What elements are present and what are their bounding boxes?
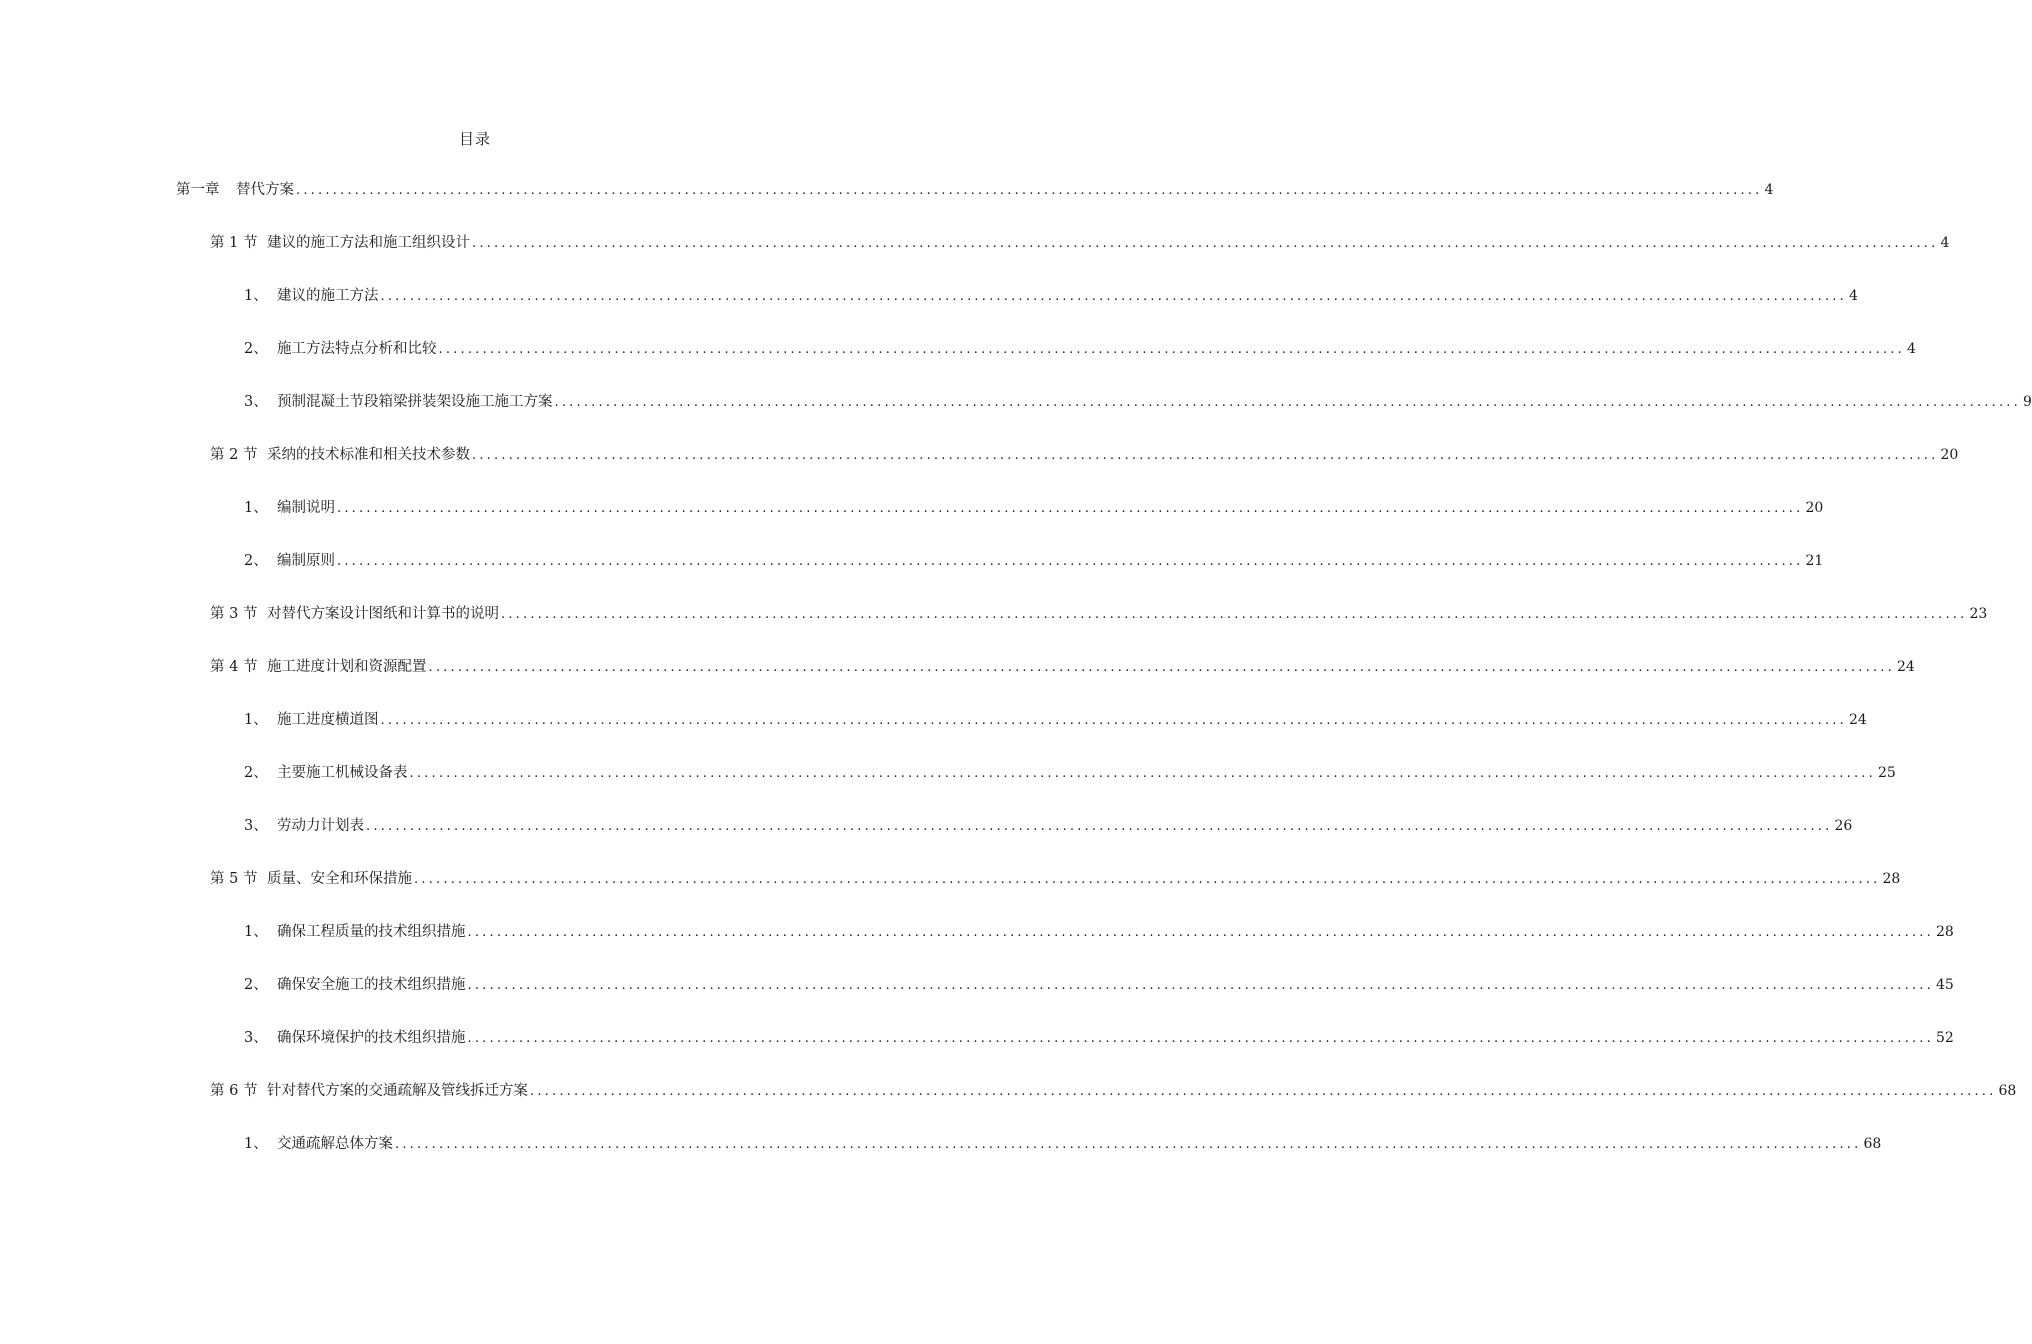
toc-entry-page: 28 bbox=[1935, 924, 1954, 940]
toc-entry-text: 质量、安全和环保措施 bbox=[267, 871, 412, 887]
toc-dot-leader: ........................................................................................................................................................................................................ bbox=[467, 925, 1934, 940]
toc-entry-text: 对替代方案设计图纸和计算书的说明 bbox=[267, 606, 499, 622]
toc-entry-text: 建议的施工方法和施工组织设计 bbox=[267, 235, 470, 251]
toc-entry-page: 45 bbox=[1935, 977, 1954, 993]
toc-dot-leader: ........................................................................................................................................................................................................ bbox=[296, 183, 1763, 198]
toc-entry-page: 23 bbox=[1969, 606, 1988, 622]
toc-entry-text: 施工进度横道图 bbox=[277, 712, 379, 728]
toc-dot-leader: ........................................................................................................................................................................................................ bbox=[530, 1084, 1997, 1099]
toc-dot-leader: ........................................................................................................................................................................................................ bbox=[366, 819, 1833, 834]
toc-dot-leader: ........................................................................................................................................................................................................ bbox=[380, 713, 1847, 728]
toc-entry-text: 编制说明 bbox=[277, 500, 335, 516]
toc-entry[interactable] bbox=[176, 178, 1774, 202]
toc-entry-number: 1、 bbox=[244, 924, 268, 940]
toc-entry-text: 主要施工机械设备表 bbox=[277, 765, 408, 781]
toc-entry-text: 确保安全施工的技术组织措施 bbox=[277, 977, 466, 993]
toc-entry[interactable] bbox=[244, 761, 1896, 785]
toc-entry-number: 第 1 节 bbox=[210, 235, 258, 251]
toc-entry-number: 第 3 节 bbox=[210, 606, 258, 622]
toc-entry-number: 1、 bbox=[244, 500, 268, 516]
toc-entry-page: 4 bbox=[1848, 288, 1858, 304]
toc-entry-number: 1、 bbox=[244, 712, 268, 728]
toc-entry-text: 采纳的技术标准和相关技术参数 bbox=[267, 447, 470, 463]
toc-dot-leader: ........................................................................................................................................................................................................ bbox=[438, 342, 1905, 357]
toc-entry-page: 28 bbox=[1882, 871, 1901, 887]
toc-entry-text: 施工进度计划和资源配置 bbox=[267, 659, 427, 675]
toc-entry-page: 4 bbox=[1940, 235, 1950, 251]
toc-entry-number: 2、 bbox=[244, 977, 268, 993]
toc-dot-leader: ........................................................................................................................................................................................................ bbox=[467, 1031, 1934, 1046]
toc-entry[interactable] bbox=[244, 973, 1954, 997]
toc-entry-text: 劳动力计划表 bbox=[277, 818, 364, 834]
toc-dot-leader: ........................................................................................................................................................................................................ bbox=[414, 872, 1881, 887]
toc-dot-leader: ........................................................................................................................................................................................................ bbox=[337, 554, 1804, 569]
toc-entry-text: 施工方法特点分析和比较 bbox=[277, 341, 437, 357]
toc-dot-leader: ........................................................................................................................................................................................................ bbox=[501, 607, 1968, 622]
toc-entry[interactable] bbox=[244, 284, 1858, 308]
toc-entry[interactable] bbox=[244, 708, 1867, 732]
toc-entry[interactable] bbox=[210, 655, 1915, 679]
toc-entry-page: 68 bbox=[1998, 1083, 2017, 1099]
toc-entry[interactable] bbox=[210, 443, 1959, 467]
toc-entry-number: 第一章 bbox=[176, 182, 220, 198]
toc-entry-number: 第 5 节 bbox=[210, 871, 258, 887]
toc-dot-leader: ........................................................................................................................................................................................................ bbox=[395, 1137, 1862, 1152]
toc-dot-leader: ........................................................................................................................................................................................................ bbox=[337, 501, 1804, 516]
toc-title: 目录 bbox=[458, 130, 491, 148]
toc-entry-page: 9 bbox=[2022, 394, 2032, 410]
toc-entry-number: 第 2 节 bbox=[210, 447, 258, 463]
toc-entry-number: 1、 bbox=[244, 1136, 268, 1152]
toc-entry[interactable] bbox=[244, 814, 1853, 838]
toc-entry-page: 4 bbox=[1764, 182, 1774, 198]
toc-entry[interactable] bbox=[244, 1132, 1882, 1156]
toc-dot-leader: ........................................................................................................................................................................................................ bbox=[409, 766, 1876, 781]
toc-entry[interactable] bbox=[244, 390, 2032, 414]
toc-entry[interactable] bbox=[210, 1079, 2017, 1103]
toc-entry-text: 编制原则 bbox=[277, 553, 335, 569]
toc-entry[interactable] bbox=[244, 337, 1916, 361]
toc-entry-number: 2、 bbox=[244, 765, 268, 781]
toc-entry-number: 2、 bbox=[244, 341, 268, 357]
toc-entry-text: 确保工程质量的技术组织措施 bbox=[277, 924, 466, 940]
toc-entry-page: 24 bbox=[1848, 712, 1867, 728]
toc-entry-page: 25 bbox=[1877, 765, 1896, 781]
toc-dot-leader: ........................................................................................................................................................................................................ bbox=[467, 978, 1934, 993]
toc-dot-leader: ........................................................................................................................................................................................................ bbox=[472, 236, 1939, 251]
toc-entry-page: 20 bbox=[1940, 447, 1959, 463]
toc-entry-number: 3、 bbox=[244, 394, 268, 410]
toc-entry[interactable] bbox=[244, 549, 1824, 573]
toc-entry[interactable] bbox=[210, 602, 1988, 626]
toc-entry[interactable] bbox=[244, 496, 1824, 520]
toc-entry-page: 21 bbox=[1805, 553, 1824, 569]
toc-dot-leader: ........................................................................................................................................................................................................ bbox=[554, 395, 2021, 410]
toc-entry-number: 第 6 节 bbox=[210, 1083, 258, 1099]
toc-entry-page: 24 bbox=[1896, 659, 1915, 675]
toc-entry-number: 3、 bbox=[244, 818, 268, 834]
toc-dot-leader: ........................................................................................................................................................................................................ bbox=[380, 289, 1847, 304]
toc-dot-leader: ........................................................................................................................................................................................................ bbox=[472, 448, 1939, 463]
toc-entry-number: 第 4 节 bbox=[210, 659, 258, 675]
toc-entry-text: 预制混凝土节段箱梁拼装架设施工施工方案 bbox=[277, 394, 553, 410]
toc-entry-text: 替代方案 bbox=[236, 182, 294, 198]
toc-entry[interactable] bbox=[210, 867, 1901, 891]
toc-entry-text: 针对替代方案的交通疏解及管线拆迁方案 bbox=[267, 1083, 528, 1099]
toc-entry-number: 3、 bbox=[244, 1030, 268, 1046]
toc-entry-number: 1、 bbox=[244, 288, 268, 304]
toc-entry-text: 交通疏解总体方案 bbox=[277, 1136, 393, 1152]
toc-entry[interactable] bbox=[244, 1026, 1954, 1050]
toc-entry[interactable] bbox=[244, 920, 1954, 944]
toc-entry-number: 2、 bbox=[244, 553, 268, 569]
toc-entry-page: 52 bbox=[1935, 1030, 1954, 1046]
toc-entry[interactable] bbox=[210, 231, 1950, 255]
toc-entry-page: 4 bbox=[1906, 341, 1916, 357]
toc-entry-page: 26 bbox=[1834, 818, 1853, 834]
toc-entry-text: 确保环境保护的技术组织措施 bbox=[277, 1030, 466, 1046]
toc-entry-page: 20 bbox=[1805, 500, 1824, 516]
toc-entry-page: 68 bbox=[1863, 1136, 1882, 1152]
toc-entry-text: 建议的施工方法 bbox=[277, 288, 379, 304]
toc-dot-leader: ........................................................................................................................................................................................................ bbox=[428, 660, 1895, 675]
